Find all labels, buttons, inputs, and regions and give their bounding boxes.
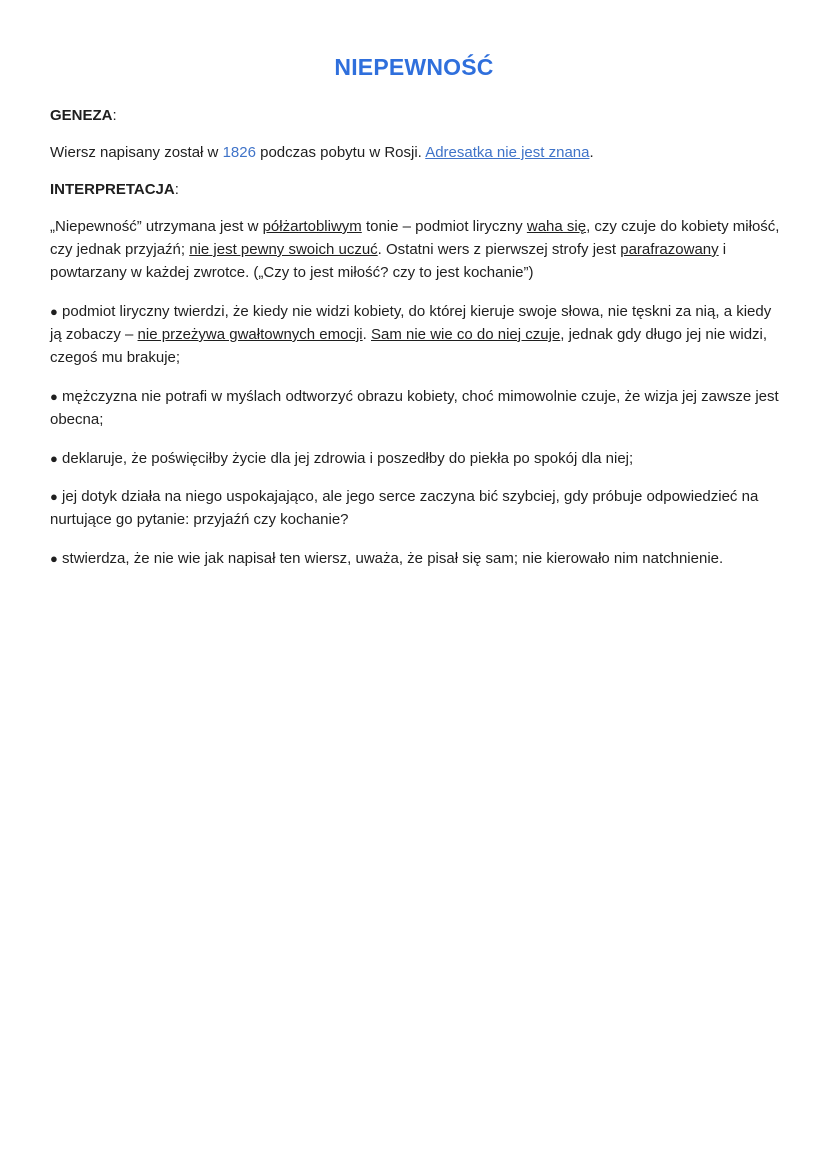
geneza-text-1: Wiersz napisany został w (50, 144, 223, 161)
bullet-icon: ● (50, 304, 58, 319)
geneza-year: 1826 (222, 144, 256, 161)
bullet-1-text-2: . (362, 326, 371, 343)
geneza-heading-colon: : (112, 107, 117, 124)
bullet-item-3 (50, 447, 780, 470)
geneza-heading-label: GENEZA (50, 107, 113, 124)
bullet-1-text-1: podmiot liryczny twierdzi, że kiedy nie widzi kobiety, do której kieruje swoje słowa, nie tęskni za nią, a kiedy ją zobaczy – (50, 303, 772, 343)
intro-underline-4: parafrazowany (620, 241, 719, 258)
geneza-text-2: podczas pobytu w Rosji. (255, 144, 426, 161)
bullet-icon: ● (50, 389, 58, 404)
interpretacja-heading-label: INTERPRETACJA (50, 181, 175, 198)
adresatka-link[interactable]: Adresatka nie jest znana (425, 144, 590, 161)
bullet-item-2 (50, 385, 780, 431)
bullet-icon: ● (50, 451, 58, 466)
intro-text-3: , czy czuje do kobiety miłość, czy jednak przyjaźń; (50, 218, 780, 258)
bullet-item-1 (50, 300, 780, 369)
bullet-item-4 (50, 485, 780, 531)
bullet-3-text: deklaruje, że poświęciłby życie dla jej zdrowia i poszedłby do piekła po spokój dla niej; (57, 450, 634, 467)
intro-paragraph (50, 215, 780, 284)
intro-underline-1: półżartobliwym (262, 218, 362, 235)
intro-text-2: tonie – podmiot liryczny (361, 218, 527, 235)
geneza-period: . (589, 144, 594, 161)
interpretacja-heading (50, 178, 179, 201)
document-title: NIEPEWNOŚĆ (334, 54, 494, 80)
bullet-1-text-3: , jednak gdy długo jej nie widzi, czegoś mu brakuje; (50, 326, 768, 366)
bullet-icon: ● (50, 551, 58, 566)
bullet-icon: ● (50, 489, 58, 504)
bullet-4-text: jej dotyk działa na niego uspokajająco, ale jego serce zaczyna bić szybciej, gdy próbuje odpowiedzieć na nurtujące go pytanie: przyjaźń czy kochanie? (50, 488, 759, 528)
geneza-heading (50, 104, 117, 127)
bullet-2-text: mężczyzna nie potrafi w myślach odtworzyć obrazu kobiety, choć mimowolnie czuje, że wizja jej zawsze jest obecna; (50, 388, 779, 428)
intro-underline-2: waha się (526, 218, 587, 235)
bullet-1-underline-1: nie przeżywa gwałtownych emocji (137, 326, 363, 343)
bullet-1-underline-2: Sam nie wie co do niej czuje (371, 326, 561, 343)
geneza-paragraph (50, 141, 780, 164)
intro-text-5: i powtarzany w każdej zwrotce. („Czy to jest miłość? czy to jest kochanie”) (50, 241, 727, 281)
intro-text-4: . Ostatni wers z pierwszej strofy jest (377, 241, 621, 258)
intro-underline-3: nie jest pewny swoich uczuć (189, 241, 378, 258)
interpretacja-heading-colon: : (174, 181, 179, 198)
bullet-item-5 (50, 547, 780, 570)
intro-text-1: „Niepewność” utrzymana jest w (50, 218, 263, 235)
bullet-5-text: stwierdza, że nie wie jak napisał ten wiersz, uważa, że pisał się sam; nie kierowało nim natchnienie. (57, 550, 724, 567)
